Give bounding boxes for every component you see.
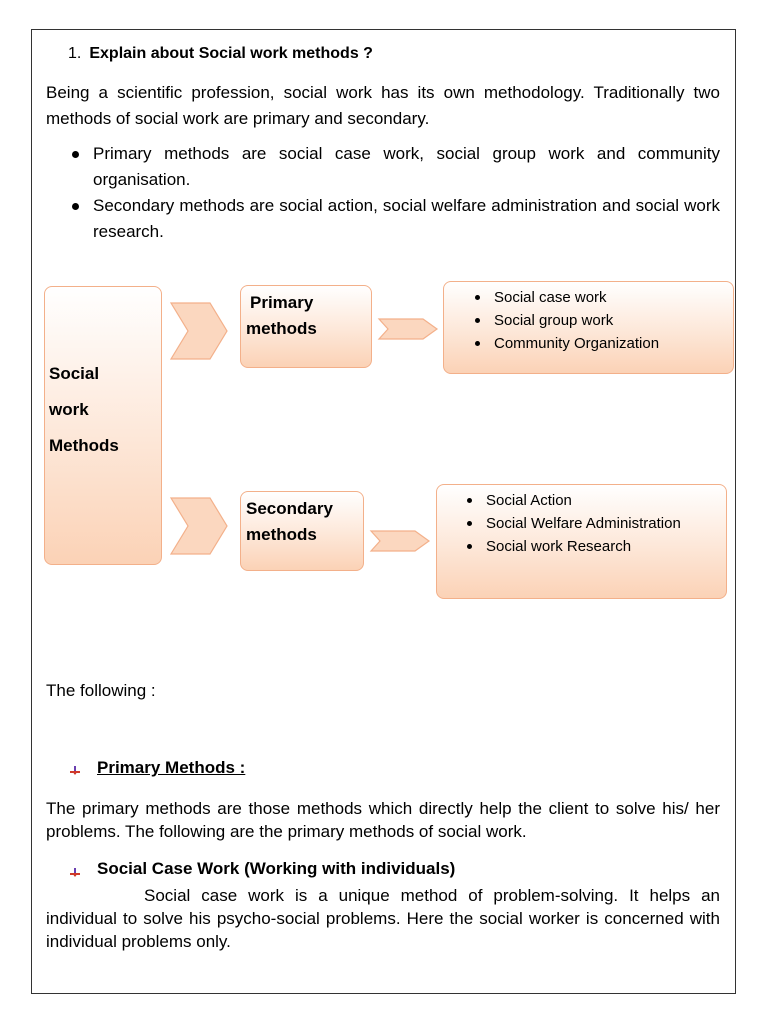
case-work-heading: Social Case Work (Working with individuals) [97,859,456,878]
arrow-down-bullet-icon [70,866,82,878]
primary-items-box [443,281,734,374]
list-item: Community Organization [472,332,659,355]
following-text: The following : [46,681,156,700]
list-item: Social group work [472,309,659,332]
primary-methods-box [240,285,372,368]
chevron-right-icon [378,318,438,340]
label-line: Secondary [246,499,333,518]
primary-items-list [472,286,659,355]
primary-methods-label [246,290,317,342]
root-label-line: work [49,400,89,419]
label-line: Primary [250,293,314,312]
list-item: Social Action [464,489,681,512]
case-work-paragraph: Social case work is a unique method of problem-solving. It helps an individual to solve his psycho-social problems. Here the social worker is concerned with individual problems only. [46,886,720,951]
list-item: Social work Research [464,535,681,558]
question-heading [68,45,373,63]
label-line: methods [246,525,317,544]
primary-methods-heading: Primary Methods : [97,758,246,777]
root-label-line: Social [49,364,100,383]
question-title: Explain about Social work methods ? [89,45,373,62]
list-item: Primary methods are social case work, social group work and community organisation. [70,141,720,193]
chevron-right-icon [170,302,228,360]
secondary-methods-label [246,496,333,548]
root-box [44,286,162,565]
methods-bullet-list [70,141,720,245]
root-label-line: Methods [49,436,119,455]
list-item: Secondary methods are social action, social welfare administration and social work research. [70,193,720,245]
intro-paragraph: Being a scientific profession, social work has its own methodology. Traditionally two methods of social work are primary and secondary. [46,83,720,128]
question-number: 1. [68,45,82,62]
root-label [49,356,119,464]
secondary-items-box [436,484,727,599]
label-line: methods [246,319,317,338]
secondary-items-list [464,489,681,558]
primary-methods-paragraph: The primary methods are those methods which directly help the client to solve his/ her problems. The following are the primary methods of social work. [46,799,720,841]
chevron-right-icon [170,497,228,555]
list-item: Social case work [472,286,659,309]
secondary-methods-box [240,491,364,571]
arrow-down-bullet-icon [70,764,82,776]
chevron-right-icon [370,530,430,552]
list-item: Social Welfare Administration [464,512,681,535]
